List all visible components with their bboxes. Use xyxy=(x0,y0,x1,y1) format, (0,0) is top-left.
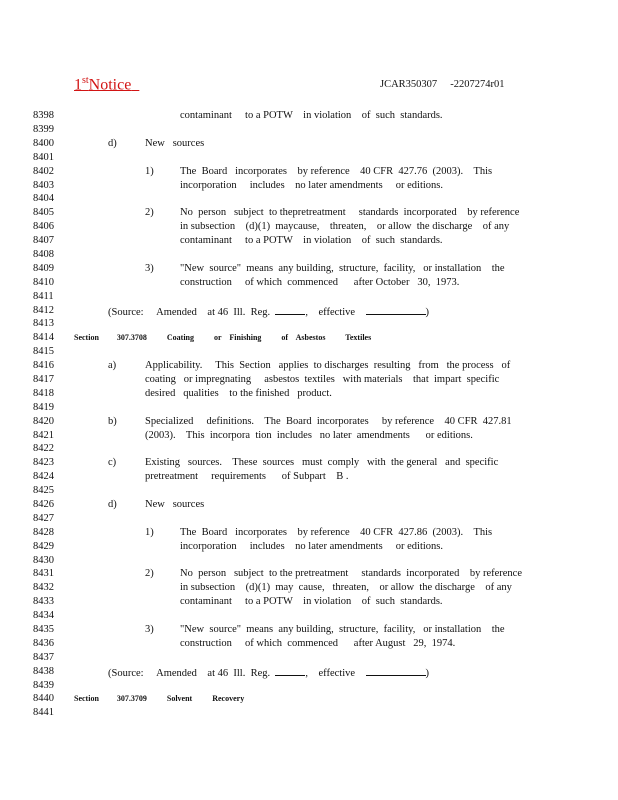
notice-label xyxy=(74,75,139,94)
body-line: incorporation includes no later amendments or editions. xyxy=(180,541,444,552)
line-number: 8399 xyxy=(33,124,54,135)
line-number: 8437 xyxy=(33,652,54,663)
document-code: JCAR350307 -2207274r01 xyxy=(380,79,505,90)
line-number: 8406 xyxy=(33,221,54,232)
line-number: 8401 xyxy=(33,152,54,163)
body-line: construction of which commenced after October 30, 1973. xyxy=(180,277,460,288)
effective-label: effective xyxy=(318,668,356,679)
body-line: coating or impregnating asbestos textiles with materials that impart specific xyxy=(145,374,500,385)
line-number: 8414 xyxy=(33,332,54,343)
line-number: 8398 xyxy=(33,110,54,121)
body-line: No person subject to the pretreatment standards incorporated by reference xyxy=(180,568,522,579)
notice-word: Notice xyxy=(88,76,132,94)
line-number: 8434 xyxy=(33,610,54,621)
line-number: 8420 xyxy=(33,416,54,427)
line-number: 8413 xyxy=(33,318,54,329)
item-marker: d) xyxy=(108,138,117,149)
line-number: 8403 xyxy=(33,180,54,191)
item-marker: b) xyxy=(108,416,117,427)
closing-paren: ) xyxy=(425,307,430,318)
item-marker: 1) xyxy=(145,166,154,177)
body-line: Applicability. This Section applies to discharges resulting from the process of xyxy=(145,360,511,371)
line-number: 8419 xyxy=(33,402,54,413)
line-number: 8426 xyxy=(33,499,54,510)
effective-date-blank xyxy=(366,305,426,315)
line-number: 8408 xyxy=(33,249,54,260)
body-line: construction of which commenced after August 29, 1974. xyxy=(180,638,456,649)
line-number: 8424 xyxy=(33,471,54,482)
line-number: 8430 xyxy=(33,555,54,566)
line-number: 8417 xyxy=(33,374,54,385)
item-marker: 3) xyxy=(145,624,154,635)
body-line: Existing sources. These sources must comply with the general and specific xyxy=(145,457,499,468)
line-number: 8410 xyxy=(33,277,54,288)
body-line: The Board incorporates by reference 40 CFR 427.76 (2003). This xyxy=(180,166,493,177)
body-line: in subsection (d)(1) maycause, threaten, or allow the discharge of any xyxy=(180,221,510,232)
subsection-heading: New sources xyxy=(145,499,205,510)
line-number: 8404 xyxy=(33,193,54,204)
line-number: 8400 xyxy=(33,138,54,149)
line-number: 8433 xyxy=(33,596,54,607)
line-number: 8440 xyxy=(33,693,54,704)
body-line: (2003). This incorpora tion includes no later amendments or editions. xyxy=(145,430,473,441)
item-marker: d) xyxy=(108,499,117,510)
line-number: 8436 xyxy=(33,638,54,649)
line-number: 8432 xyxy=(33,582,54,593)
line-number: 8411 xyxy=(33,291,54,302)
line-number: 8412 xyxy=(33,305,54,316)
register-blank xyxy=(275,666,305,676)
effective-label: effective xyxy=(318,307,356,318)
line-number: 8409 xyxy=(33,263,54,274)
line-number: 8431 xyxy=(33,568,54,579)
section-heading: Section 307.3709 Solvent Recovery xyxy=(74,694,245,703)
body-line: "New source" means any building, structure, facility, or installation the xyxy=(180,263,505,274)
item-marker: 2) xyxy=(145,207,154,218)
closing-paren: ) xyxy=(425,668,430,679)
body-line: No person subject to thepretreatment standards incorporated by reference xyxy=(180,207,520,218)
line-number: 8407 xyxy=(33,235,54,246)
line-number: 8405 xyxy=(33,207,54,218)
line-number: 8422 xyxy=(33,443,54,454)
line-number: 8439 xyxy=(33,680,54,691)
item-marker: c) xyxy=(108,457,117,468)
line-number: 8438 xyxy=(33,666,54,677)
body-line: in subsection (d)(1) may cause, threaten, or allow the discharge of any xyxy=(180,582,512,593)
body-line: The Board incorporates by reference 40 CFR 427.86 (2003). This xyxy=(180,527,493,538)
body-line: contaminant to a POTW in violation of such standards. xyxy=(180,596,443,607)
section-heading: Section 307.3708 Coating or Finishing of Asbestos Textiles xyxy=(74,333,372,342)
item-marker: 3) xyxy=(145,263,154,274)
line-number: 8427 xyxy=(33,513,54,524)
source-note-text: (Source: Amended at 46 Ill. Reg. xyxy=(108,307,271,318)
notice-prefix: 1 xyxy=(74,76,82,94)
line-number: 8416 xyxy=(33,360,54,371)
subsection-heading: New sources xyxy=(145,138,205,149)
body-line: contaminant to a POTW in violation of such standards. xyxy=(180,235,443,246)
line-number: 8425 xyxy=(33,485,54,496)
line-number: 8441 xyxy=(33,707,54,718)
line-number: 8428 xyxy=(33,527,54,538)
body-line: contaminant to a POTW in violation of such standards. xyxy=(180,110,443,121)
line-number: 8435 xyxy=(33,624,54,635)
item-marker: 2) xyxy=(145,568,154,579)
body-line: Specialized definitions. The Board incorporates by reference 40 CFR 427.81 xyxy=(145,416,512,427)
line-number: 8421 xyxy=(33,430,54,441)
effective-date-blank xyxy=(366,666,426,676)
body-line: "New source" means any building, structure, facility, or installation the xyxy=(180,624,505,635)
body-line: desired qualities to the finished product. xyxy=(145,388,332,399)
line-number: 8429 xyxy=(33,541,54,552)
item-marker: 1) xyxy=(145,527,154,538)
line-number: 8423 xyxy=(33,457,54,468)
body-line: pretreatment requirements of Subpart B . xyxy=(145,471,349,482)
line-number: 8415 xyxy=(33,346,54,357)
source-note-text: (Source: Amended at 46 Ill. Reg. xyxy=(108,668,271,679)
body-line: incorporation includes no later amendments or editions. xyxy=(180,180,444,191)
source-note: (Source: Amended at 46 Ill. Reg. , effective ) xyxy=(108,668,430,679)
register-blank xyxy=(275,305,305,315)
source-note: (Source: Amended at 46 Ill. Reg. , effective ) xyxy=(108,307,430,318)
notice-superscript: st xyxy=(82,75,89,86)
line-number: 8402 xyxy=(33,166,54,177)
item-marker: a) xyxy=(108,360,117,371)
line-number: 8418 xyxy=(33,388,54,399)
